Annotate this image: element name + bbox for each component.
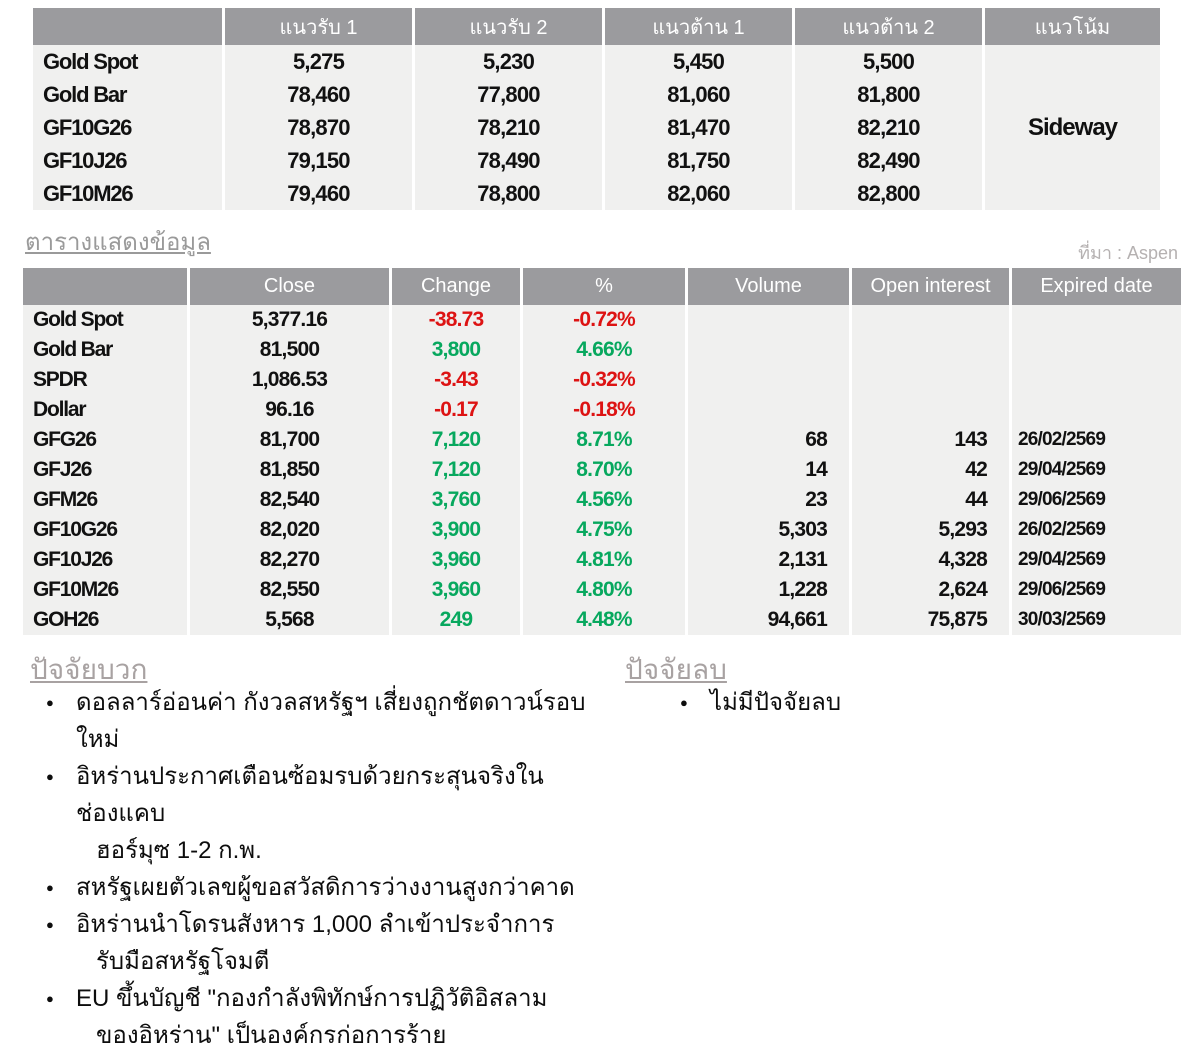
change-value: 3,900 — [392, 515, 520, 545]
close-value: 81,850 — [190, 455, 389, 485]
close-value: 81,500 — [190, 335, 389, 365]
change-value: -38.73 — [392, 305, 520, 335]
support1-value: 78,870 — [225, 111, 412, 144]
open-interest-value — [852, 365, 1009, 395]
row-label: Gold Spot — [23, 305, 187, 335]
expired-date-value: 29/04/2569 — [1012, 545, 1181, 575]
resistance2-value: 81,800 — [795, 78, 982, 111]
open-interest-value: 4,328 — [852, 545, 1009, 575]
change-value: 3,800 — [392, 335, 520, 365]
resistance1-value: 81,470 — [605, 111, 792, 144]
close-value: 81,700 — [190, 425, 389, 455]
volume-value: 94,661 — [688, 605, 849, 635]
expired-date-value: 29/04/2569 — [1012, 455, 1181, 485]
open-interest-value: 143 — [852, 425, 1009, 455]
row-label: SPDR — [23, 365, 187, 395]
volume-value: 2,131 — [688, 545, 849, 575]
percent-value: 4.66% — [523, 335, 685, 365]
expired-date-value — [1012, 335, 1181, 365]
levels-header-trend: แนวโน้ม — [985, 8, 1160, 45]
close-value: 5,377.16 — [190, 305, 389, 335]
row-label: Dollar — [23, 395, 187, 425]
open-interest-value: 5,293 — [852, 515, 1009, 545]
close-value: 1,086.53 — [190, 365, 389, 395]
data-source-label: ที่มา : Aspen — [1078, 243, 1178, 263]
expired-date-value — [1012, 365, 1181, 395]
factor-text: EU ขึ้นบัญชี "กองกำลังพิทักษ์การปฏิวัติอิสลาม — [76, 985, 548, 1012]
bullet-icon: ● — [680, 695, 688, 710]
bullet-icon: ● — [46, 769, 54, 784]
expired-date-value: 29/06/2569 — [1012, 485, 1181, 515]
factor-text: สหรัฐเผยตัวเลขผู้ขอสวัสดิการว่างงานสูงกว่าคาด — [76, 874, 575, 901]
resistance1-value: 81,060 — [605, 78, 792, 111]
percent-value: 4.56% — [523, 485, 685, 515]
factor-text: ดอลลาร์อ่อนค่า กังวลสหรัฐฯ เสี่ยงถูกชัตดาวน์รอบใหม่ — [76, 689, 586, 753]
percent-value: 8.70% — [523, 455, 685, 485]
percent-value: 8.71% — [523, 425, 685, 455]
resistance1-value: 82,060 — [605, 177, 792, 210]
bullet-icon: ● — [46, 695, 54, 710]
close-value: 96.16 — [190, 395, 389, 425]
market-header-empty — [23, 268, 187, 305]
support2-value: 77,800 — [415, 78, 602, 111]
positive-factors-title: ปัจจัยบวก — [30, 654, 148, 685]
percent-value: 4.48% — [523, 605, 685, 635]
change-value: 3,960 — [392, 545, 520, 575]
row-label: GFM26 — [23, 485, 187, 515]
row-label: Gold Bar — [33, 78, 222, 111]
market-header-percent: % — [523, 268, 685, 305]
resistance1-value: 5,450 — [605, 45, 792, 78]
volume-value: 68 — [688, 425, 849, 455]
factor-text: ฮอร์มุซ 1-2 ก.พ. — [96, 837, 262, 864]
support2-value: 78,210 — [415, 111, 602, 144]
change-value: 3,960 — [392, 575, 520, 605]
list-item — [38, 758, 628, 869]
volume-value: 1,228 — [688, 575, 849, 605]
row-label: GF10M26 — [33, 177, 222, 210]
close-value: 5,568 — [190, 605, 389, 635]
change-value: 7,120 — [392, 425, 520, 455]
negative-factors-list — [672, 684, 1092, 721]
bullet-icon: ● — [46, 880, 54, 895]
expired-date-value — [1012, 305, 1181, 335]
row-label: GOH26 — [23, 605, 187, 635]
change-value: 249 — [392, 605, 520, 635]
percent-value: 4.81% — [523, 545, 685, 575]
row-label: GFG26 — [23, 425, 187, 455]
bullet-icon: ● — [46, 991, 54, 1006]
list-item — [38, 869, 628, 906]
factor-text: ของอิหร่าน" เป็นองค์กรก่อการร้าย — [96, 1022, 447, 1049]
volume-value: 23 — [688, 485, 849, 515]
support1-value: 5,275 — [225, 45, 412, 78]
volume-value: 5,303 — [688, 515, 849, 545]
percent-value: -0.32% — [523, 365, 685, 395]
row-label: GF10J26 — [33, 144, 222, 177]
market-header-open-interest: Open interest — [852, 268, 1009, 305]
row-label: GF10G26 — [23, 515, 187, 545]
percent-value: 4.75% — [523, 515, 685, 545]
market-header-volume: Volume — [688, 268, 849, 305]
close-value: 82,550 — [190, 575, 389, 605]
support2-value: 5,230 — [415, 45, 602, 78]
expired-date-value: 26/02/2569 — [1012, 515, 1181, 545]
open-interest-value: 42 — [852, 455, 1009, 485]
list-item — [38, 906, 628, 980]
open-interest-value: 75,875 — [852, 605, 1009, 635]
change-value: -3.43 — [392, 365, 520, 395]
resistance2-value: 82,490 — [795, 144, 982, 177]
percent-value: -0.72% — [523, 305, 685, 335]
levels-header-support1: แนวรับ 1 — [225, 8, 412, 45]
support-resistance-table — [33, 8, 1160, 210]
factor-text: อิหร่านนำโดรนสังหาร 1,000 ลำเข้าประจำการ — [76, 911, 555, 938]
open-interest-value — [852, 335, 1009, 365]
list-item — [38, 980, 628, 1054]
open-interest-value — [852, 305, 1009, 335]
support2-value: 78,800 — [415, 177, 602, 210]
resistance1-value: 81,750 — [605, 144, 792, 177]
percent-value: -0.18% — [523, 395, 685, 425]
row-label: GF10G26 — [33, 111, 222, 144]
volume-value — [688, 335, 849, 365]
list-item — [672, 684, 1092, 721]
levels-header-resistance1: แนวต้าน 1 — [605, 8, 792, 45]
market-header-change: Change — [392, 268, 520, 305]
expired-date-value: 26/02/2569 — [1012, 425, 1181, 455]
positive-factors-list — [38, 684, 628, 1054]
open-interest-value: 2,624 — [852, 575, 1009, 605]
market-data-table — [23, 268, 1181, 635]
market-header-close: Close — [190, 268, 389, 305]
row-label: GFJ26 — [23, 455, 187, 485]
close-value: 82,020 — [190, 515, 389, 545]
factor-text: รับมือสหรัฐโจมตี — [96, 948, 270, 975]
support1-value: 79,460 — [225, 177, 412, 210]
change-value: 7,120 — [392, 455, 520, 485]
factor-text: อิหร่านประกาศเตือนซ้อมรบด้วยกระสุนจริงในช่องแคบ — [76, 763, 544, 827]
change-value: 3,760 — [392, 485, 520, 515]
expired-date-value — [1012, 395, 1181, 425]
factor-text: ไม่มีปัจจัยลบ — [710, 689, 842, 716]
negative-factors-title: ปัจจัยลบ — [625, 654, 727, 685]
volume-value: 14 — [688, 455, 849, 485]
levels-header-support2: แนวรับ 2 — [415, 8, 602, 45]
close-value: 82,540 — [190, 485, 389, 515]
expired-date-value: 29/06/2569 — [1012, 575, 1181, 605]
row-label: Gold Bar — [23, 335, 187, 365]
support1-value: 79,150 — [225, 144, 412, 177]
levels-header-empty — [33, 8, 222, 45]
row-label: GF10M26 — [23, 575, 187, 605]
resistance2-value: 82,800 — [795, 177, 982, 210]
open-interest-value — [852, 395, 1009, 425]
expired-date-value: 30/03/2569 — [1012, 605, 1181, 635]
resistance2-value: 5,500 — [795, 45, 982, 78]
volume-value — [688, 395, 849, 425]
support1-value: 78,460 — [225, 78, 412, 111]
levels-header-resistance2: แนวต้าน 2 — [795, 8, 982, 45]
resistance2-value: 82,210 — [795, 111, 982, 144]
support2-value: 78,490 — [415, 144, 602, 177]
open-interest-value: 44 — [852, 485, 1009, 515]
trend-value: Sideway — [985, 45, 1160, 210]
row-label: GF10J26 — [23, 545, 187, 575]
change-value: -0.17 — [392, 395, 520, 425]
volume-value — [688, 365, 849, 395]
data-table-title: ตารางแสดงข้อมูล — [25, 229, 211, 256]
market-header-expired-date: Expired date — [1012, 268, 1181, 305]
close-value: 82,270 — [190, 545, 389, 575]
volume-value — [688, 305, 849, 335]
row-label: Gold Spot — [33, 45, 222, 78]
percent-value: 4.80% — [523, 575, 685, 605]
list-item — [38, 684, 628, 758]
bullet-icon: ● — [46, 917, 54, 932]
